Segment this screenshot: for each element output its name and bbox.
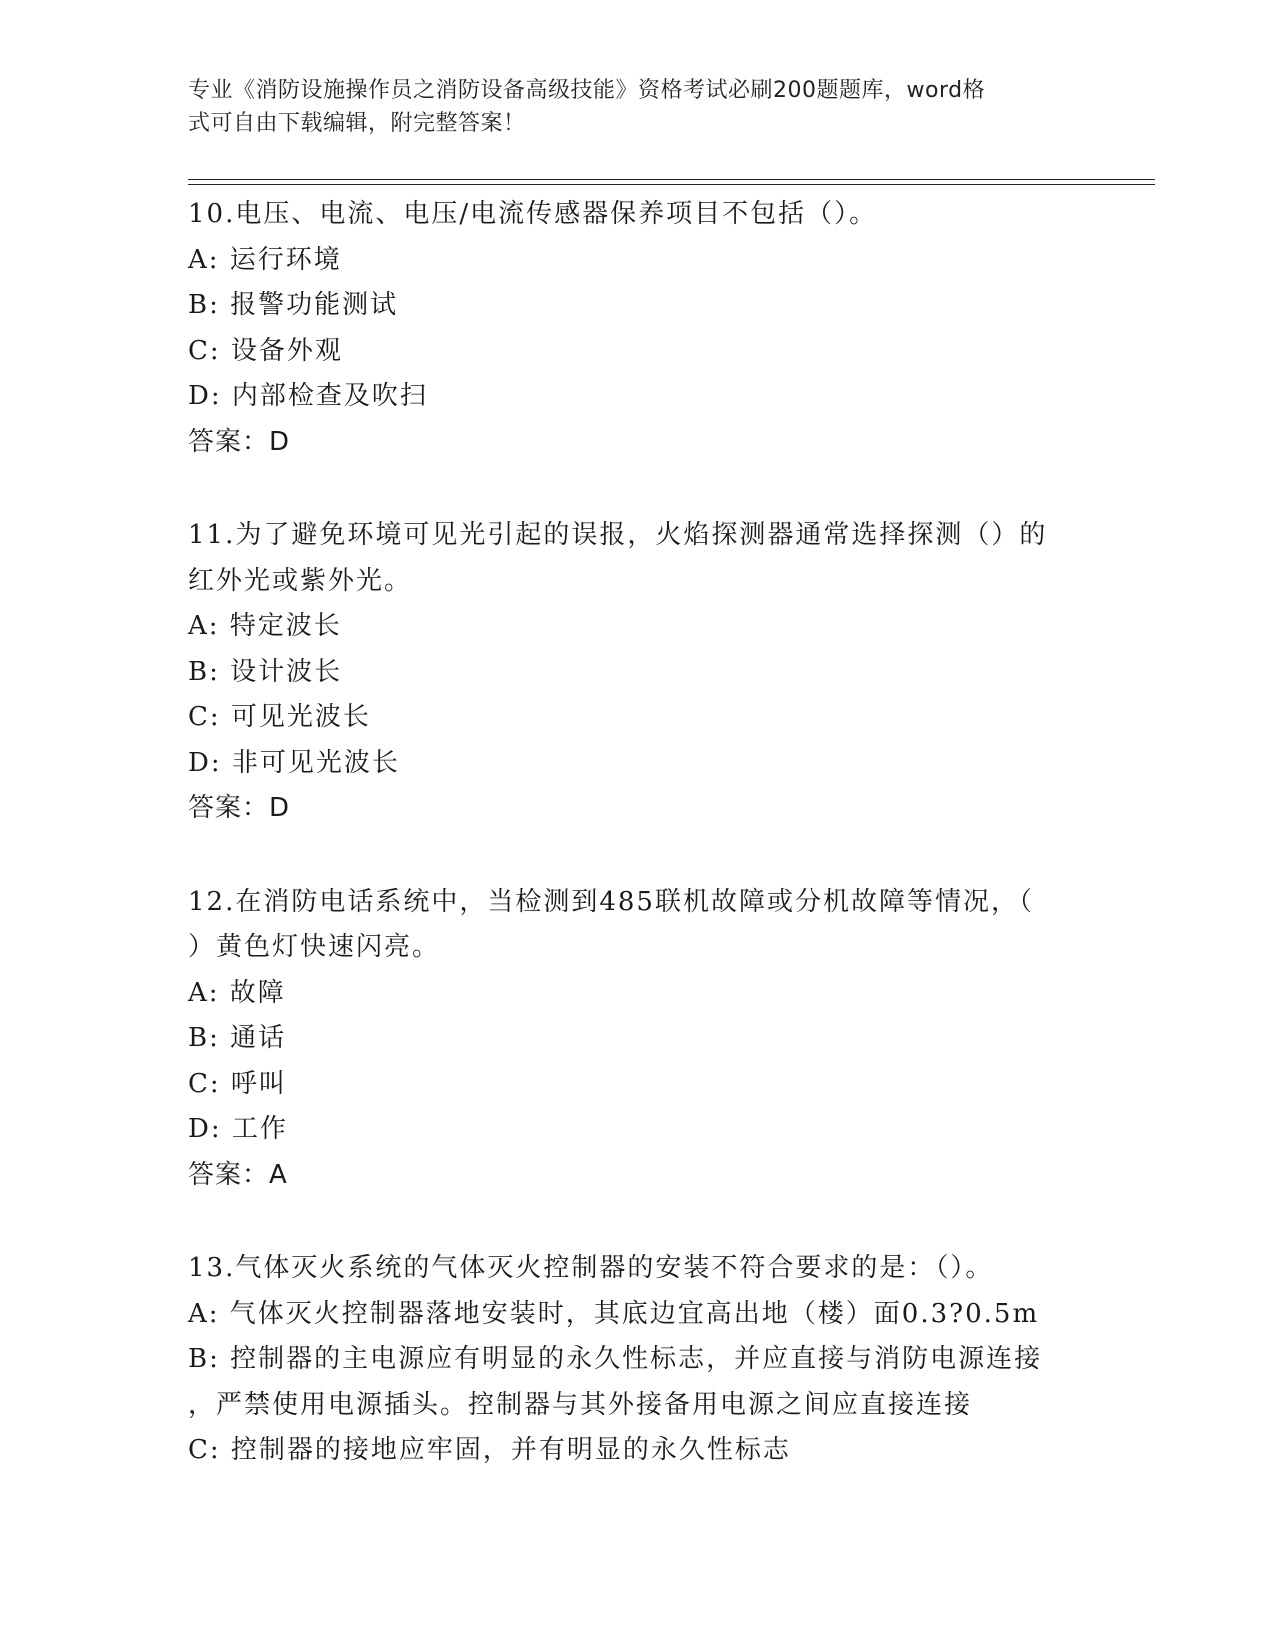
- question-spacer: [188, 832, 1088, 880]
- question-block: [188, 880, 1088, 1199]
- option-d: D: 工作: [188, 1114, 288, 1144]
- option-a: A: 气体灭火控制器落地安装时，其底边宜高出地（楼）面0.3?0.5m: [188, 1298, 1040, 1329]
- option-c: C: 设备外观: [188, 335, 343, 366]
- header-divider-top: [188, 179, 1155, 180]
- document-header: [188, 74, 1068, 140]
- question-block: [188, 1246, 1088, 1474]
- question-stem: 13.气体灭火系统的气体灭火控制器的安装不符合要求的是：（）。: [188, 1253, 994, 1283]
- option-a: A: 运行环境: [188, 244, 342, 275]
- question-stem-continued: 红外光或紫外光。: [188, 565, 413, 596]
- answer-line: 答案：D: [188, 426, 291, 457]
- option-a: A: 特定波长: [188, 611, 342, 641]
- header-line-2: 式可自由下载编辑，附完整答案！: [188, 111, 526, 136]
- question-stem: 10.电压、电流、电压/电流传感器保养项目不包括（）。: [188, 199, 878, 229]
- question-spacer: [188, 465, 1088, 513]
- question-block: [188, 513, 1088, 832]
- answer-line: 答案：A: [188, 1159, 288, 1190]
- option-c: C: 可见光波长: [188, 702, 371, 732]
- answer-line: 答案：D: [188, 793, 291, 823]
- question-spacer: [188, 1198, 1088, 1246]
- question-stem: 11.为了避免环境可见光引起的误报，火焰探测器通常选择探测（）的: [188, 520, 1048, 550]
- option-c: C: 呼叫: [188, 1068, 287, 1099]
- option-b: B: 通话: [188, 1023, 287, 1053]
- question-block: [188, 192, 1088, 465]
- option-b: B: 设计波长: [188, 656, 343, 687]
- option-b: B: 报警功能测试: [188, 290, 399, 320]
- option-a: A: 故障: [188, 977, 286, 1008]
- question-stem-continued: ）黄色灯快速闪亮。: [188, 932, 441, 962]
- option-b: B: 控制器的主电源应有明显的永久性标志，并应直接与消防电源连接: [188, 1344, 1043, 1374]
- question-list: [188, 192, 1088, 1474]
- option-c: C: 控制器的接地应牢固，并有明显的永久性标志: [188, 1435, 791, 1465]
- option-b-continued: ，严禁使用电源插头。控制器与其外接备用电源之间应直接连接: [188, 1389, 973, 1420]
- header-line-1: 专业《消防设施操作员之消防设备高级技能》资格考试必刷200题题库，word格: [188, 78, 986, 103]
- option-d: D: 内部检查及吹扫: [188, 381, 428, 411]
- header-divider-bottom: [188, 184, 1155, 185]
- option-d: D: 非可见光波长: [188, 747, 400, 778]
- question-stem: 12.在消防电话系统中，当检测到485联机故障或分机故障等情况，（: [188, 886, 1034, 917]
